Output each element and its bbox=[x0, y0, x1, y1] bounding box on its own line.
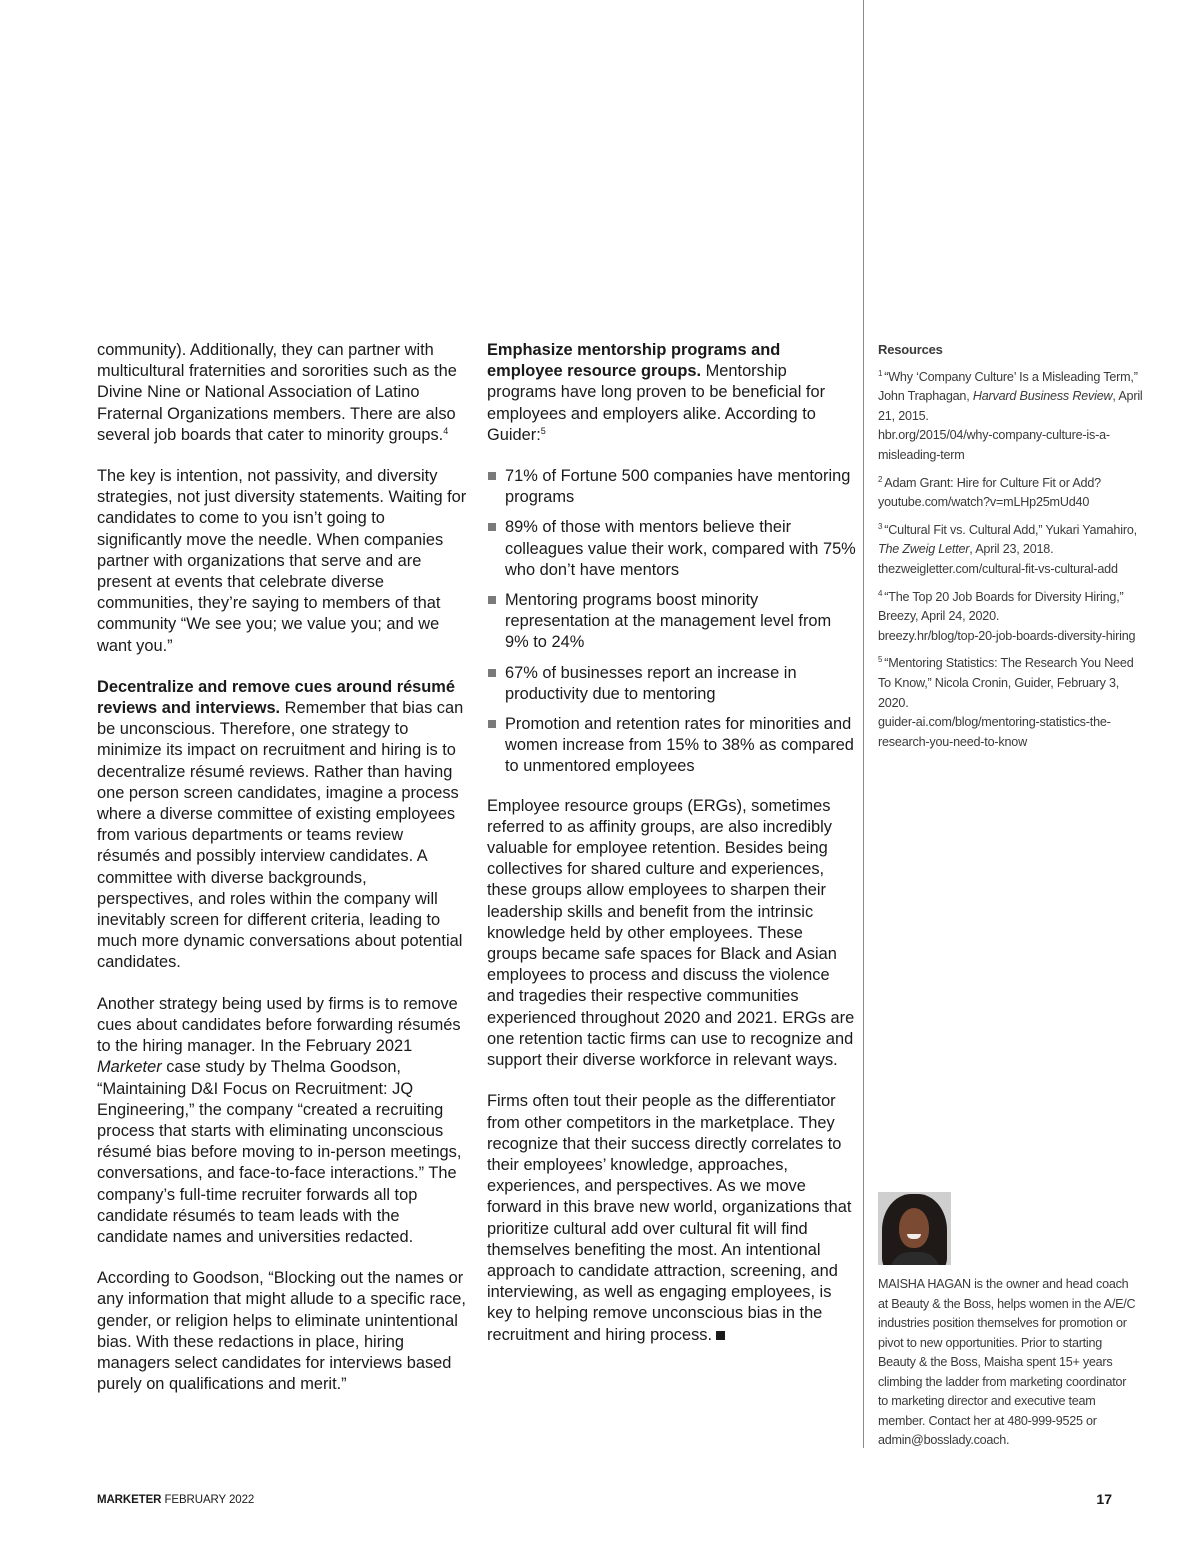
paragraph: Another strategy being used by firms is to remove cues about candidates before forwarding résumés to the hiring manager. In the February 2021 Marketer case study by Thelma Goodson, “Maintaining D&I Focus on Recruitment: JQ Engineering,” the company “created a recruiting process that starts with eliminating unconscious résumé bias before moving to in-person meetings, conversations, and face-to-face interactions.” The company’s full-time recruiter forwards all top candidate résumés to team leads with the candidate names and universities redacted. bbox=[97, 994, 462, 1246]
subhead: Decentralize and remove cues around résumé reviews and interviews. bbox=[97, 677, 456, 718]
bullet-square-icon bbox=[488, 523, 496, 531]
paragraph: Emphasize mentorship programs and employee resource groups. Mentorship programs have long proven to be beneficial for employees and employers alike. According to Guider:$^5$ bbox=[487, 341, 826, 444]
article-column-middle bbox=[487, 340, 857, 1366]
list-item: 67% of businesses report an increase in productivity due to mentoring bbox=[487, 663, 857, 705]
bullet-square-icon bbox=[488, 596, 496, 604]
reference-url[interactable]: thezweigletter.com/cultural-fit-vs-cultural-add bbox=[878, 561, 1118, 576]
reference-url[interactable]: guider-ai.com/blog/mentoring-statistics-the-research-you-need-to-know bbox=[878, 715, 1111, 749]
bullet-square-icon bbox=[488, 472, 496, 480]
publication-name: Marketer bbox=[97, 1058, 162, 1077]
author-photo bbox=[878, 1192, 951, 1265]
paragraph: community). Additionally, they can partner with multicultural fraternities and sororities such as the Divine Nine or National Association of Latino Fraternal Organizations members. There are also several job boards that cater to minority groups.$^4$ bbox=[97, 341, 457, 444]
list-item: 71% of Fortune 500 companies have mentoring programs bbox=[487, 466, 857, 508]
bullet-square-icon bbox=[488, 720, 496, 728]
paragraph: The key is intention, not passivity, and diversity strategies, not just diversity statements. Waiting for candidates to come to you isn’t going to significantly move the needle. When companies partner with organizations that serve and are present at events that celebrate diverse communities, they’re saying to members of that community “We see you; we value you; and we want you.” bbox=[97, 467, 467, 655]
author-bio bbox=[878, 1192, 1138, 1451]
list-item: Promotion and retention rates for minorities and women increase from 15% to 38% as compared to unmentored employees bbox=[487, 714, 857, 778]
statistics-list bbox=[487, 466, 857, 778]
bullet-square-icon bbox=[488, 669, 496, 677]
reference-item: $^3$ “Cultural Fit vs. Cultural Add,” Yukari Yamahiro, The Zweig Letter, April 23, 2018. thezweigletter.com/cultural-fit-vs-cultural-add bbox=[878, 521, 1148, 580]
reference-item: $^5$ “Mentoring Statistics: The Research You Need To Know,” Nicola Cronin, Guider, February 3, 2020. guider-ai.com/blog/mentoring-statistics-the-research-you-need-to-know bbox=[878, 654, 1148, 752]
end-of-article-icon bbox=[716, 1331, 725, 1340]
article-column-left bbox=[97, 340, 467, 1415]
footnote-ref: 4 bbox=[443, 425, 449, 436]
list-item: Mentoring programs boost minority representation at the management level from 9% to 24% bbox=[487, 590, 857, 654]
column-divider bbox=[863, 0, 864, 1448]
reference-url[interactable]: breezy.hr/blog/top-20-job-boards-diversity-hiring bbox=[878, 628, 1136, 643]
reference-item: $^1$ “Why ‘Company Culture’ Is a Misleading Term,” John Traphagan, Harvard Business Review, April 21, 2015. hbr.org/2015/04/why-company-culture-is-a-misleading-term bbox=[878, 368, 1148, 466]
reference-url[interactable]: hbr.org/2015/04/why-company-culture-is-a-misleading-term bbox=[878, 428, 1110, 462]
list-item: 89% of those with mentors believe their colleagues value their work, compared with 75% who don’t have mentors bbox=[487, 517, 857, 581]
footer-publication: MARKETER FEBRUARY 2022 bbox=[97, 1494, 255, 1506]
resources-sidebar bbox=[878, 340, 1148, 760]
paragraph: Decentralize and remove cues around résumé reviews and interviews. Remember that bias can be unconscious. Therefore, one strategy to minimize its impact on recruitment and hiring is to decentralize résumé reviews. Rather than having one person screen candidates, imagine a process where a diverse committee of existing employees from various departments or teams review résumés and possibly interview candidates. A committee with diverse backgrounds, perspectives, and roles within the company will inevitably screen for different criteria, leading to much more dynamic conversations about potential candidates. bbox=[97, 677, 464, 972]
author-bio-text: MAISHA HAGAN is the owner and head coach at Beauty & the Boss, helps women in the A/E/C industries position themselves for promotion or pivot to new opportunities. Prior to starting Beauty & the Boss, Maisha spent 15+ years climbing the ladder from marketing coordinator to marketing director and executive team member. Contact her at 480-999-9525 or admin@bosslady.coach. bbox=[878, 1277, 1136, 1447]
paragraph: According to Goodson, “Blocking out the names or any information that might allude to a specific race, gender, or religion helps to eliminate unintentional bias. With these redactions in place, hiring managers select candidates for interviews based purely on qualifications and merit.” bbox=[97, 1269, 466, 1394]
reference-item: $^2$ Adam Grant: Hire for Culture Fit or Add? youtube.com/watch?v=mLHp25mUd40 bbox=[878, 474, 1148, 513]
reference-url[interactable]: youtube.com/watch?v=mLHp25mUd40 bbox=[878, 495, 1090, 510]
paragraph: Employee resource groups (ERGs), sometimes referred to as affinity groups, are also incredibly valuable for employee retention. Besides being collectives for shared culture and experiences, these groups allow employees to sharpen their leadership skills and benefit from the intrinsic knowledge held by other employees. These groups became safe spaces for Black and Asian employees to process and discuss the violence and tragedies their respective communities experienced throughout 2020 and 2021. ERGs are one retention tactic firms can use to recognize and support their diverse workforce in relevant ways. bbox=[487, 796, 855, 1070]
resources-heading: Resources bbox=[878, 342, 943, 357]
footnote-ref: 5 bbox=[540, 425, 546, 436]
subhead: Emphasize mentorship programs and employee resource groups. bbox=[487, 341, 781, 381]
page-number: 17 bbox=[1096, 1491, 1112, 1507]
paragraph: Firms often tout their people as the differentiator from other competitors in the marketplace. They recognize that their success directly correlates to their employees’ knowledge, approaches, experiences, and perspectives. As we move forward in this brave new world, organizations that prioritize cultural add over cultural fit will find themselves benefiting the most. An intentional approach to candidate attraction, screening, and interviewing, as well as engaging employees, is key to helping remove unconscious bias in the recruitment and hiring process. bbox=[487, 1092, 852, 1344]
reference-item: $^4$ “The Top 20 Job Boards for Diversity Hiring,” Breezy, April 24, 2020. breezy.hr/blog/top-20-job-boards-diversity-hiring bbox=[878, 588, 1148, 647]
